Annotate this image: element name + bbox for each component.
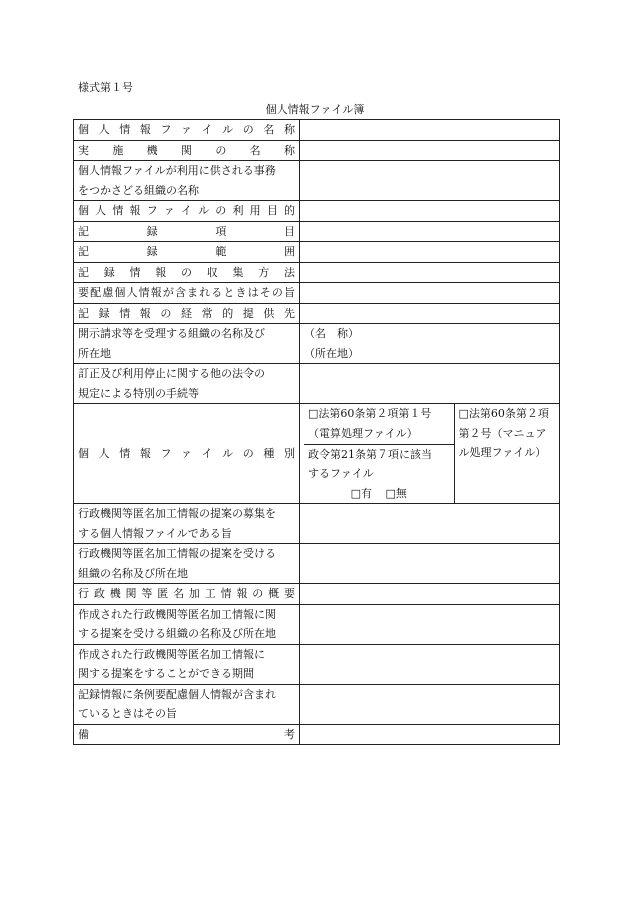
label-line: 訂正及び利用停止に関する他の法令の xyxy=(78,367,265,380)
form-number: 様式第１号 xyxy=(78,81,133,94)
label-office-org xyxy=(74,161,300,201)
disclosure-name-field: （名 称） xyxy=(304,327,359,340)
ordinance-line: 政令第21条第７項に該当 xyxy=(308,447,432,461)
row-record-items xyxy=(74,221,560,242)
label-sensitive-info: 要配慮個人情報が含まれるときはその旨 xyxy=(74,283,300,304)
label-regular-recipients: 記録情報の経常的提供先 xyxy=(74,303,300,324)
label-anon-recruit xyxy=(74,504,300,544)
row-agency-name xyxy=(74,140,560,161)
document-title: 個人情報ファイル簿 xyxy=(265,103,365,116)
option-manual-file[interactable] xyxy=(454,404,560,503)
registry-table xyxy=(73,119,560,745)
disclosure-location-field: （所在地） xyxy=(304,346,359,360)
label-line: 行政機関等匿名加工情報の提案の募集を xyxy=(78,507,276,520)
value-file-type xyxy=(300,404,560,504)
checkbox-no[interactable]: □無 xyxy=(385,486,407,500)
label-line: 所在地 xyxy=(78,346,111,360)
label-file-type: 個人情報ファイルの種別 xyxy=(74,404,300,504)
option-line: □法第60条第２項第１号 xyxy=(308,407,432,420)
value-agency-name[interactable] xyxy=(300,140,560,161)
label-record-scope: 記録範囲 xyxy=(74,242,300,263)
row-file-name xyxy=(74,120,560,141)
value-ordinance-sensitive[interactable] xyxy=(300,684,560,724)
label-anon-proposal-org xyxy=(74,544,300,584)
row-special-procedures xyxy=(74,364,560,404)
row-file-type xyxy=(74,404,560,504)
label-anon-created-org xyxy=(74,604,300,644)
row-regular-recipients xyxy=(74,303,560,324)
value-anon-recruit[interactable] xyxy=(300,504,560,544)
label-ordinance-sensitive xyxy=(74,684,300,724)
label-special-procedures xyxy=(74,364,300,404)
label-file-name: 個人情報ファイルの名称 xyxy=(74,120,300,141)
row-purpose xyxy=(74,201,560,222)
value-special-procedures[interactable] xyxy=(300,364,560,404)
row-anon-created-org xyxy=(74,604,560,644)
row-anon-summary xyxy=(74,584,560,605)
option-line: 第２号（マニュア xyxy=(458,426,547,440)
label-collection-method: 記録情報の収集方法 xyxy=(74,262,300,283)
option-line: （電算処理ファイル） xyxy=(308,426,418,440)
label-line: 行政機関等匿名加工情報の提案を受ける xyxy=(78,547,276,560)
label-line: ているときはその旨 xyxy=(78,707,177,720)
row-remarks xyxy=(74,724,560,745)
value-anon-summary[interactable] xyxy=(300,584,560,605)
label-line: をつかさどる組織の名称 xyxy=(78,183,199,197)
row-record-scope xyxy=(74,242,560,263)
label-line: 開示請求等を受理する組織の名称及び xyxy=(78,327,265,340)
value-regular-recipients[interactable] xyxy=(300,303,560,324)
label-line: 記録情報に条例要配慮個人情報が含まれ xyxy=(78,687,276,701)
row-anon-period xyxy=(74,644,560,684)
value-office-org[interactable] xyxy=(300,161,560,201)
label-anon-period xyxy=(74,644,300,684)
row-sensitive-info xyxy=(74,283,560,304)
row-disclosure-org xyxy=(74,324,560,364)
value-disclosure-org[interactable] xyxy=(300,324,560,364)
ordinance-line: するファイル xyxy=(308,467,374,480)
value-record-items[interactable] xyxy=(300,221,560,242)
label-line: する提案を受ける組織の名称及び所在地 xyxy=(78,627,276,640)
label-purpose: 個人情報ファイルの利用目的 xyxy=(74,201,300,222)
label-line: 個人情報ファイルが利用に供される事務 xyxy=(78,164,276,177)
row-anon-proposal-org xyxy=(74,544,560,584)
row-office-org xyxy=(74,161,560,201)
option-electronic-file[interactable] xyxy=(304,404,454,444)
label-line: 作成された行政機関等匿名加工情報に xyxy=(78,647,265,661)
checkbox-yes[interactable]: □有 xyxy=(350,486,372,500)
value-file-name[interactable] xyxy=(300,120,560,141)
value-collection-method[interactable] xyxy=(300,262,560,283)
label-anon-summary: 行政機関等匿名加工情報の概要 xyxy=(74,584,300,605)
value-purpose[interactable] xyxy=(300,201,560,222)
row-anon-recruit xyxy=(74,504,560,544)
option-line: ル処理ファイル） xyxy=(458,446,547,459)
yes-no-checkboxes xyxy=(308,484,450,504)
label-disclosure-org xyxy=(74,324,300,364)
label-line: する個人情報ファイルである旨 xyxy=(78,526,232,540)
row-ordinance-sensitive xyxy=(74,684,560,724)
option-line: □法第60条第２項 xyxy=(458,407,549,420)
value-anon-created-org[interactable] xyxy=(300,604,560,644)
label-record-items: 記録項目 xyxy=(74,221,300,242)
file-type-grid xyxy=(304,404,560,503)
value-sensitive-info[interactable] xyxy=(300,283,560,304)
label-line: 組織の名称及び所在地 xyxy=(78,566,188,580)
label-line: 規定による特別の手続等 xyxy=(78,386,199,400)
label-agency-name: 実施機関の名称 xyxy=(74,140,300,161)
ordinance-applicable xyxy=(304,444,454,503)
label-remarks: 備考 xyxy=(74,724,300,745)
row-collection-method xyxy=(74,262,560,283)
value-record-scope[interactable] xyxy=(300,242,560,263)
value-remarks[interactable] xyxy=(300,724,560,745)
value-anon-proposal-org[interactable] xyxy=(300,544,560,584)
label-line: 関する提案をすることができる期間 xyxy=(78,667,254,680)
label-line: 作成された行政機関等匿名加工情報に関 xyxy=(78,607,276,621)
value-anon-period[interactable] xyxy=(300,644,560,684)
